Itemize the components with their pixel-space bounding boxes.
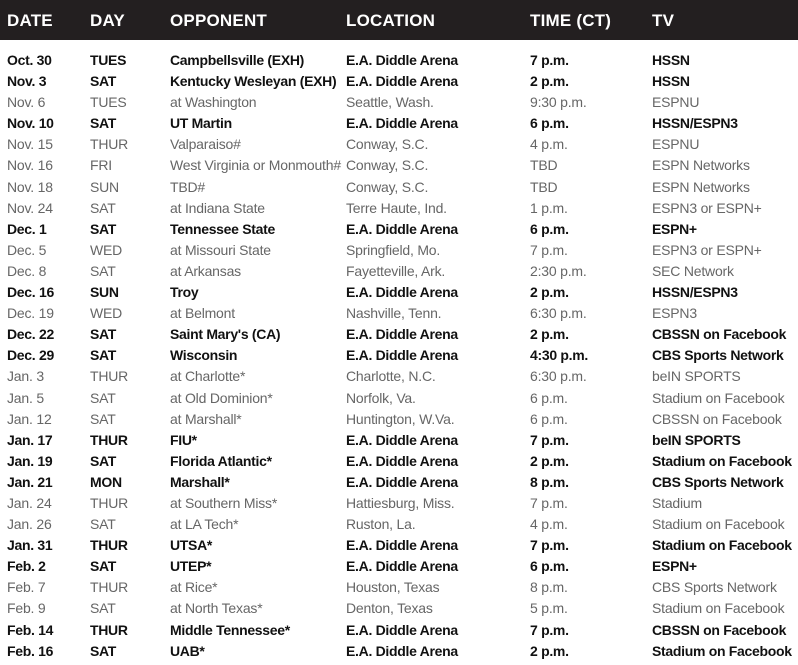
game-day: SAT (90, 326, 117, 343)
game-opponent: at North Texas* (170, 600, 263, 617)
table-row (0, 514, 798, 535)
game-tv: Stadium (652, 494, 702, 511)
game-opponent: at Southern Miss* (170, 494, 278, 511)
game-date: Dec. 22 (7, 326, 54, 343)
game-date: Feb. 9 (7, 600, 46, 617)
header-tv: TV (652, 11, 675, 30)
game-tv: CBSSN on Facebook (652, 410, 782, 427)
game-location: E.A. Diddle Arena (346, 621, 458, 638)
game-day: SAT (90, 347, 117, 364)
game-day: SAT (90, 199, 116, 216)
game-date: Feb. 16 (7, 642, 54, 659)
game-date: Jan. 3 (7, 368, 44, 385)
table-row (0, 430, 798, 451)
game-time: 4 p.m. (530, 516, 568, 533)
game-opponent: Valparaiso# (170, 136, 241, 153)
game-opponent: UTEP* (170, 558, 212, 575)
game-time: TBD (530, 178, 558, 195)
game-tv: ESPN3 or ESPN+ (652, 241, 762, 258)
game-time: 6:30 p.m. (530, 368, 587, 385)
table-row (0, 177, 798, 198)
table-row (0, 240, 798, 261)
game-opponent: Troy (170, 284, 199, 301)
game-date: Jan. 12 (7, 410, 52, 427)
game-day: SAT (90, 262, 116, 279)
game-time: 9:30 p.m. (530, 94, 587, 111)
game-tv: HSSN/ESPN3 (652, 284, 738, 301)
game-date: Feb. 2 (7, 558, 46, 575)
game-day: MON (90, 473, 122, 490)
table-row (0, 388, 798, 409)
game-time: 6 p.m. (530, 558, 569, 575)
game-location: E.A. Diddle Arena (346, 642, 458, 659)
game-opponent: at Indiana State (170, 199, 265, 216)
table-row (0, 261, 798, 282)
game-opponent: at LA Tech* (170, 516, 239, 533)
game-opponent: UAB* (170, 642, 205, 659)
table-row (0, 303, 798, 324)
game-tv: SEC Network (652, 262, 734, 279)
game-date: Jan. 31 (7, 537, 53, 554)
game-tv: HSSN (652, 52, 690, 68)
game-time: 7 p.m. (530, 431, 569, 448)
game-day: SUN (90, 178, 119, 195)
game-opponent: Florida Atlantic* (170, 452, 272, 469)
game-day: THUR (90, 368, 129, 385)
game-date: Jan. 21 (7, 473, 53, 490)
game-date: Nov. 15 (7, 136, 53, 153)
table-header (0, 0, 798, 40)
game-day: SUN (90, 284, 119, 301)
game-date: Nov. 24 (7, 199, 53, 216)
table-row (0, 50, 798, 71)
table-row (0, 324, 798, 345)
game-opponent: at Old Dominion* (170, 389, 273, 406)
table-row (0, 641, 798, 662)
game-tv: beIN SPORTS (652, 368, 741, 385)
game-day: THUR (90, 621, 128, 638)
table-row (0, 134, 798, 155)
game-tv: HSSN/ESPN3 (652, 115, 738, 132)
game-tv: ESPN3 (652, 305, 697, 322)
game-time: 1 p.m. (530, 199, 568, 216)
game-day: WED (90, 241, 123, 258)
game-date: Nov. 16 (7, 157, 53, 174)
table-row (0, 113, 798, 134)
game-date: Jan. 26 (7, 516, 52, 533)
game-tv: ESPN3 or ESPN+ (652, 199, 762, 216)
game-location: E.A. Diddle Arena (346, 73, 458, 90)
game-location: E.A. Diddle Arena (346, 52, 458, 68)
game-date: Oct. 30 (7, 52, 52, 68)
game-tv: Stadium on Facebook (652, 452, 792, 469)
table-row (0, 598, 798, 619)
game-opponent: at Washington (170, 94, 257, 111)
game-opponent: Wisconsin (170, 347, 238, 364)
game-location: E.A. Diddle Arena (346, 326, 458, 343)
game-location: Conway, S.C. (346, 157, 429, 174)
game-tv: CBSSN on Facebook (652, 326, 787, 343)
table-row (0, 345, 798, 366)
game-day: THUR (90, 136, 129, 153)
game-time: 6 p.m. (530, 115, 569, 132)
table-row (0, 472, 798, 493)
game-tv: ESPNU (652, 136, 700, 153)
game-location: Houston, Texas (346, 579, 440, 596)
game-opponent: Marshall* (170, 473, 230, 490)
header-opponent: OPPONENT (170, 11, 268, 30)
game-date: Dec. 29 (7, 347, 54, 364)
game-time: 7 p.m. (530, 241, 568, 258)
game-opponent: at Rice* (170, 579, 218, 596)
game-day: SAT (90, 389, 116, 406)
game-time: 2 p.m. (530, 326, 569, 343)
game-day: SAT (90, 115, 117, 132)
game-location: E.A. Diddle Arena (346, 115, 458, 132)
game-time: 2 p.m. (530, 73, 569, 90)
game-day: THUR (90, 537, 128, 554)
game-location: Denton, Texas (346, 600, 433, 617)
table-row (0, 535, 798, 556)
game-opponent: Kentucky Wesleyan (EXH) (170, 73, 337, 90)
game-location: E.A. Diddle Arena (346, 431, 458, 448)
game-location: E.A. Diddle Arena (346, 220, 458, 237)
table-row (0, 620, 798, 641)
game-tv: ESPNU (652, 94, 700, 111)
game-date: Nov. 3 (7, 73, 47, 90)
game-location: Fayetteville, Ark. (346, 262, 446, 279)
game-time: 7 p.m. (530, 494, 568, 511)
game-time: 8 p.m. (530, 579, 568, 596)
game-opponent: at Arkansas (170, 262, 241, 279)
game-tv: ESPN Networks (652, 178, 750, 195)
game-opponent: at Belmont (170, 305, 235, 322)
game-location: Terre Haute, Ind. (346, 199, 447, 216)
game-day: SAT (90, 410, 116, 427)
game-opponent: UTSA* (170, 537, 213, 554)
table-row (0, 282, 798, 303)
game-time: 6 p.m. (530, 389, 568, 406)
game-time: 6 p.m. (530, 410, 568, 427)
game-date: Nov. 18 (7, 178, 53, 195)
table-row (0, 198, 798, 219)
game-date: Jan. 24 (7, 494, 52, 511)
game-time: 7 p.m. (530, 537, 569, 554)
game-day: TUES (90, 52, 127, 68)
game-location: E.A. Diddle Arena (346, 347, 458, 364)
game-day: SAT (90, 73, 117, 90)
game-date: Jan. 19 (7, 452, 53, 469)
game-location: Norfolk, Va. (346, 389, 416, 406)
game-location: Huntington, W.Va. (346, 410, 455, 427)
game-location: Conway, S.C. (346, 178, 429, 195)
game-time: 2:30 p.m. (530, 262, 587, 279)
table-row (0, 92, 798, 113)
game-tv: Stadium on Facebook (652, 600, 785, 617)
header-date: DATE (7, 11, 53, 30)
game-tv: CBS Sports Network (652, 579, 777, 596)
table-row (0, 71, 798, 92)
game-day: FRI (90, 157, 112, 174)
game-time: 2 p.m. (530, 642, 569, 659)
game-opponent: FIU* (170, 431, 197, 448)
table-row (0, 493, 798, 514)
game-day: SAT (90, 600, 116, 617)
game-location: E.A. Diddle Arena (346, 284, 458, 301)
game-tv: Stadium on Facebook (652, 642, 792, 659)
game-opponent: at Missouri State (170, 241, 271, 258)
game-day: SAT (90, 452, 117, 469)
game-time: 5 p.m. (530, 600, 568, 617)
game-tv: Stadium on Facebook (652, 537, 792, 554)
table-row (0, 366, 798, 387)
game-date: Dec. 19 (7, 305, 54, 322)
game-time: 8 p.m. (530, 473, 569, 490)
game-opponent: Tennessee State (170, 220, 275, 237)
game-tv: CBSSN on Facebook (652, 621, 787, 638)
game-tv: ESPN+ (652, 558, 697, 575)
table-row (0, 451, 798, 472)
game-location: Conway, S.C. (346, 136, 429, 153)
game-location: Springfield, Mo. (346, 241, 441, 258)
table-row (0, 577, 798, 598)
table-row (0, 556, 798, 577)
game-date: Jan. 5 (7, 389, 44, 406)
game-tv: CBS Sports Network (652, 347, 784, 364)
game-tv: Stadium on Facebook (652, 389, 785, 406)
game-date: Feb. 14 (7, 621, 54, 638)
game-date: Dec. 1 (7, 220, 47, 237)
game-location: E.A. Diddle Arena (346, 537, 458, 554)
game-opponent: at Marshall* (170, 410, 242, 427)
game-time: 6 p.m. (530, 220, 569, 237)
game-opponent: Campbellsville (EXH) (170, 52, 305, 68)
game-opponent: at Charlotte* (170, 368, 246, 385)
game-day: THUR (90, 579, 129, 596)
table-row (0, 409, 798, 430)
game-tv: ESPN+ (652, 220, 697, 237)
game-date: Dec. 8 (7, 262, 47, 279)
game-opponent: Middle Tennessee* (170, 621, 290, 638)
game-location: Charlotte, N.C. (346, 368, 436, 385)
game-time: 2 p.m. (530, 284, 569, 301)
game-tv: HSSN (652, 73, 690, 90)
game-opponent: Saint Mary's (CA) (170, 326, 281, 343)
game-location: Nashville, Tenn. (346, 305, 442, 322)
game-day: SAT (90, 558, 117, 575)
game-day: SAT (90, 516, 116, 533)
game-date: Dec. 5 (7, 241, 47, 258)
game-tv: ESPN Networks (652, 157, 750, 174)
game-location: E.A. Diddle Arena (346, 558, 458, 575)
table-body (0, 50, 798, 662)
game-location: Seattle, Wash. (346, 94, 434, 111)
game-day: THUR (90, 431, 128, 448)
game-date: Jan. 17 (7, 431, 53, 448)
game-day: SAT (90, 642, 117, 659)
game-opponent: West Virginia or Monmouth# (170, 157, 341, 174)
game-date: Nov. 10 (7, 115, 54, 132)
game-time: 7 p.m. (530, 52, 569, 68)
game-time: 7 p.m. (530, 621, 569, 638)
game-date: Feb. 7 (7, 579, 46, 596)
table-row (0, 155, 798, 176)
game-location: E.A. Diddle Arena (346, 452, 458, 469)
game-opponent: TBD# (170, 178, 205, 195)
game-opponent: UT Martin (170, 115, 232, 132)
game-day: WED (90, 305, 123, 322)
game-time: 6:30 p.m. (530, 305, 587, 322)
header-location: LOCATION (346, 11, 436, 30)
table-row (0, 219, 798, 240)
header-day: DAY (90, 11, 125, 30)
game-location: E.A. Diddle Arena (346, 473, 458, 490)
game-time: 4:30 p.m. (530, 347, 588, 364)
game-date: Dec. 16 (7, 284, 54, 301)
game-location: Ruston, La. (346, 516, 416, 533)
game-day: TUES (90, 94, 127, 111)
game-day: SAT (90, 220, 117, 237)
header-time: TIME (CT) (530, 11, 612, 30)
game-tv: CBS Sports Network (652, 473, 784, 490)
game-date: Nov. 6 (7, 94, 46, 111)
game-time: 2 p.m. (530, 452, 569, 469)
game-time: 4 p.m. (530, 136, 568, 153)
game-tv: Stadium on Facebook (652, 516, 785, 533)
game-location: Hattiesburg, Miss. (346, 494, 455, 511)
game-time: TBD (530, 157, 558, 174)
game-tv: beIN SPORTS (652, 431, 741, 448)
game-day: THUR (90, 494, 129, 511)
